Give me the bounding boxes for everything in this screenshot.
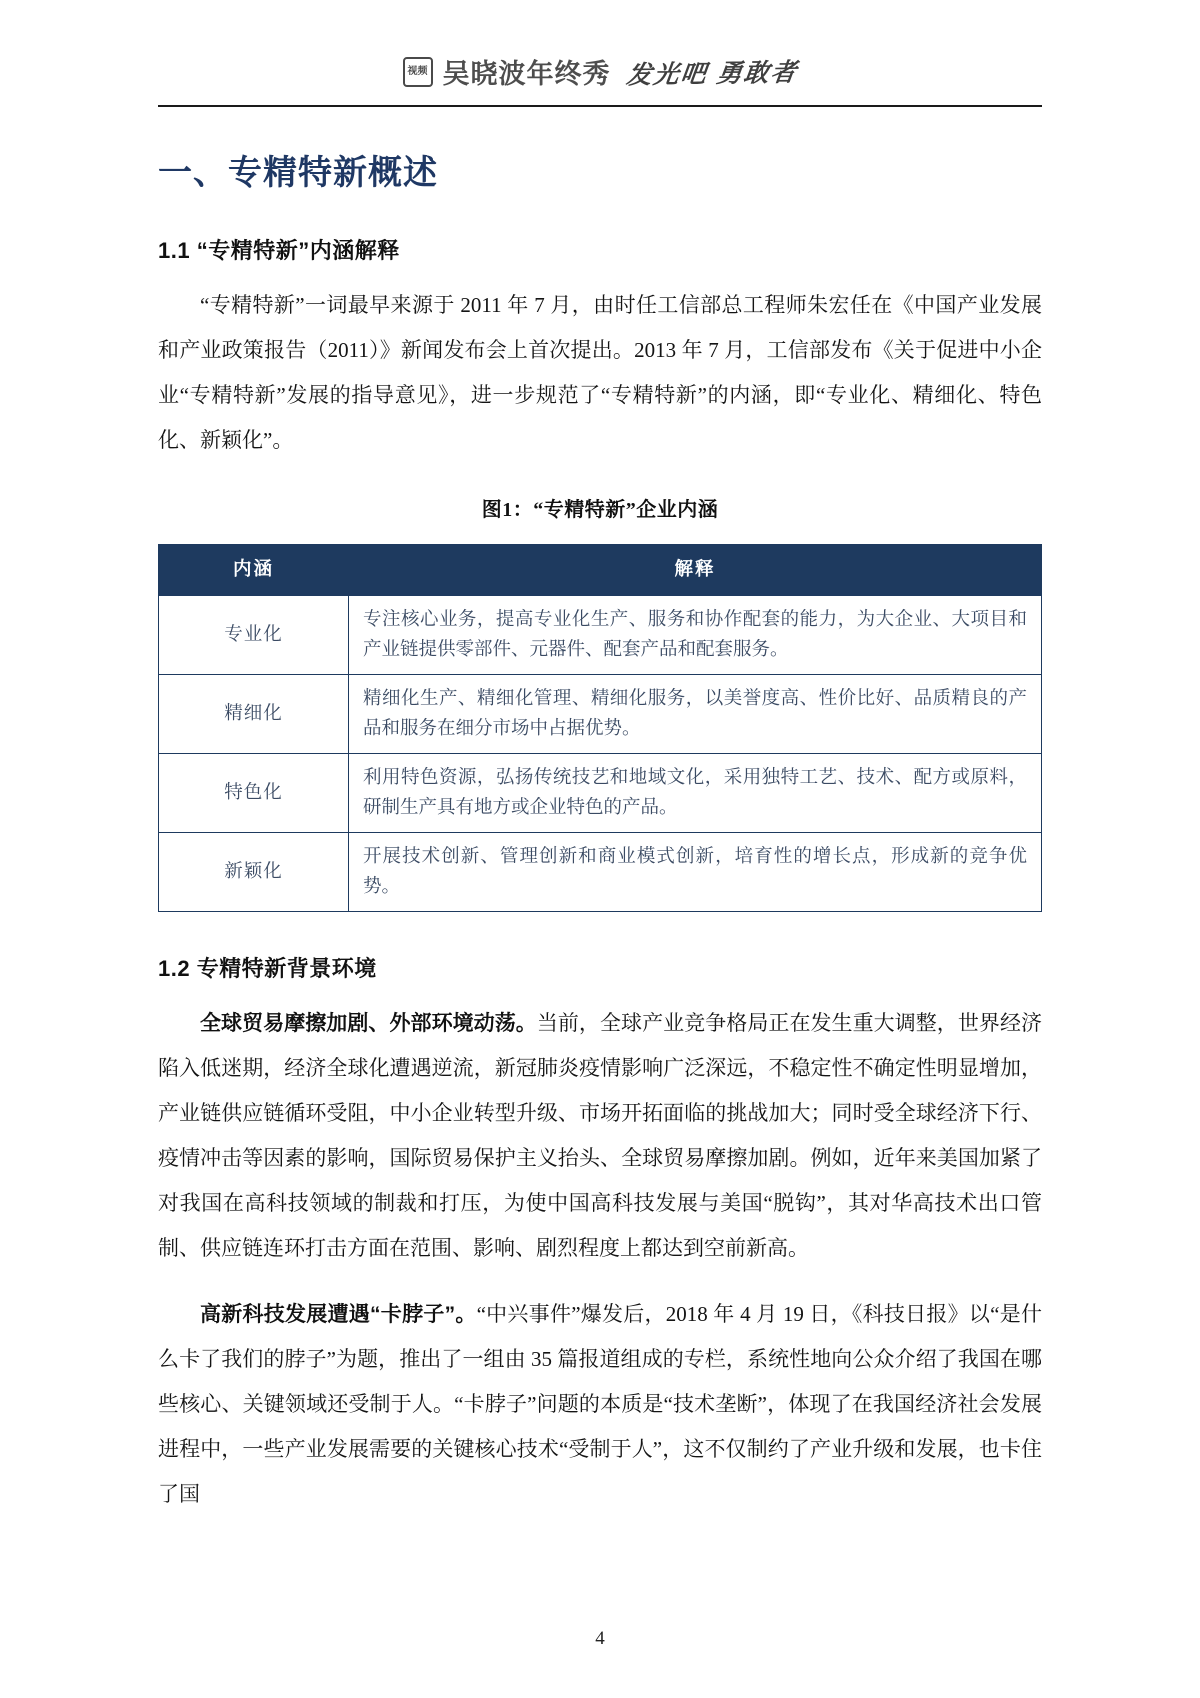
table-row [159, 596, 1042, 675]
figure-1-caption: 图1：“专精特新”企业内涵 [481, 499, 719, 521]
brand-title: 吴晓波年终秀 [442, 59, 611, 89]
event-slogan: 发光吧 勇敢者 [624, 58, 800, 89]
paragraph-lead-bold: 全球贸易摩擦加剧、外部环境动荡。 [200, 1012, 537, 1035]
table-header-term: 内涵 [159, 545, 349, 596]
table-cell-desc: 专注核心业务，提高专业化生产、服务和协作配套的能力，为大企业、大项目和产业链提供零部件、元器件、配套产品和配套服务。 [349, 596, 1042, 675]
figure-1-table [158, 544, 1042, 912]
table-header-desc: 解释 [349, 545, 1042, 596]
header-divider [158, 105, 1042, 107]
table-row [159, 675, 1042, 754]
table-row [159, 833, 1042, 912]
video-platform-logo-icon: 视频 [403, 57, 433, 87]
page-number: 4 [595, 1628, 605, 1649]
table-cell-desc: 开展技术创新、管理创新和商业模式创新，培育性的增长点，形成新的竞争优势。 [349, 833, 1042, 912]
subsection-1-2-heading: 1.2 专精特新背景环境 [158, 956, 377, 981]
paragraph-body-text: 当前，全球产业竞争格局正在发生重大调整，世界经济陷入低迷期，经济全球化遭遇逆流，新冠肺炎疫情影响广泛深远，不稳定性不确定性明显增加，产业链供应链循环受阻，中小企业转型升级、市场开拓面临的挑战加大；同时受全球经济下行、疫情冲击等因素的影响，国际贸易保护主义抬头、全球贸易摩擦加剧。例如，近年来美国加紧了对我国在高科技领域的制裁和打压，为使中国高科技发展与美国“脱钩”，其对华高技术出口管制、供应链连环打击方面在范围、影响、剧烈程度上都达到空前新高。 [158, 1011, 1043, 1260]
subsection-1-1-heading: 1.1 “专精特新”内涵解释 [158, 238, 400, 263]
section-heading: 一、专精特新概述 [158, 154, 438, 192]
table-row [159, 754, 1042, 833]
table-cell-term: 特色化 [159, 754, 349, 833]
table-cell-term: 专业化 [159, 596, 349, 675]
table-cell-desc: 利用特色资源，弘扬传统技艺和地域文化，采用独特工艺、技术、配方或原料，研制生产具有地方或企业特色的产品。 [349, 754, 1042, 833]
paragraph-lead-bold: 高新科技发展遭遇“卡脖子”。 [200, 1303, 477, 1326]
paragraph-1-1: “专精特新”一词最早来源于 2011 年 7 月，由时任工信部总工程师朱宏任在《中国产业发展和产业政策报告（2011）》新闻发布会上首次提出。2013 年 7 月，工信部发布《关于促进中小企业“专精特新”发展的指导意见》，进一步规范了“专精特新”的内涵，即“专业化、精细化、特色化、新颖化”。 [158, 293, 1042, 452]
table-header-row [159, 545, 1042, 596]
paragraph-body-text: “中兴事件”爆发后，2018 年 4 月 19 日，《科技日报》以“是什么卡了我们的脖子”为题，推出了一组由 35 篇报道组成的专栏，系统性地向公众介绍了我国在哪些核心、关键领域还受制于人。“卡脖子”问题的本质是“技术垄断”，体现了在我国经济社会发展进程中，一些产业发展需要的关键核心技术“受制于人”，这不仅制约了产业升级和发展，也卡住了国 [158, 1302, 1042, 1506]
table-cell-term: 新颖化 [159, 833, 349, 912]
table-cell-term: 精细化 [159, 675, 349, 754]
table-cell-desc: 精细化生产、精细化管理、精细化服务，以美誉度高、性价比好、品质精良的产品和服务在细分市场中占据优势。 [349, 675, 1042, 754]
page-header [0, 0, 1200, 91]
paragraph-1-2-b [158, 1292, 1042, 1517]
paragraph-1-2-a [158, 1001, 1042, 1271]
